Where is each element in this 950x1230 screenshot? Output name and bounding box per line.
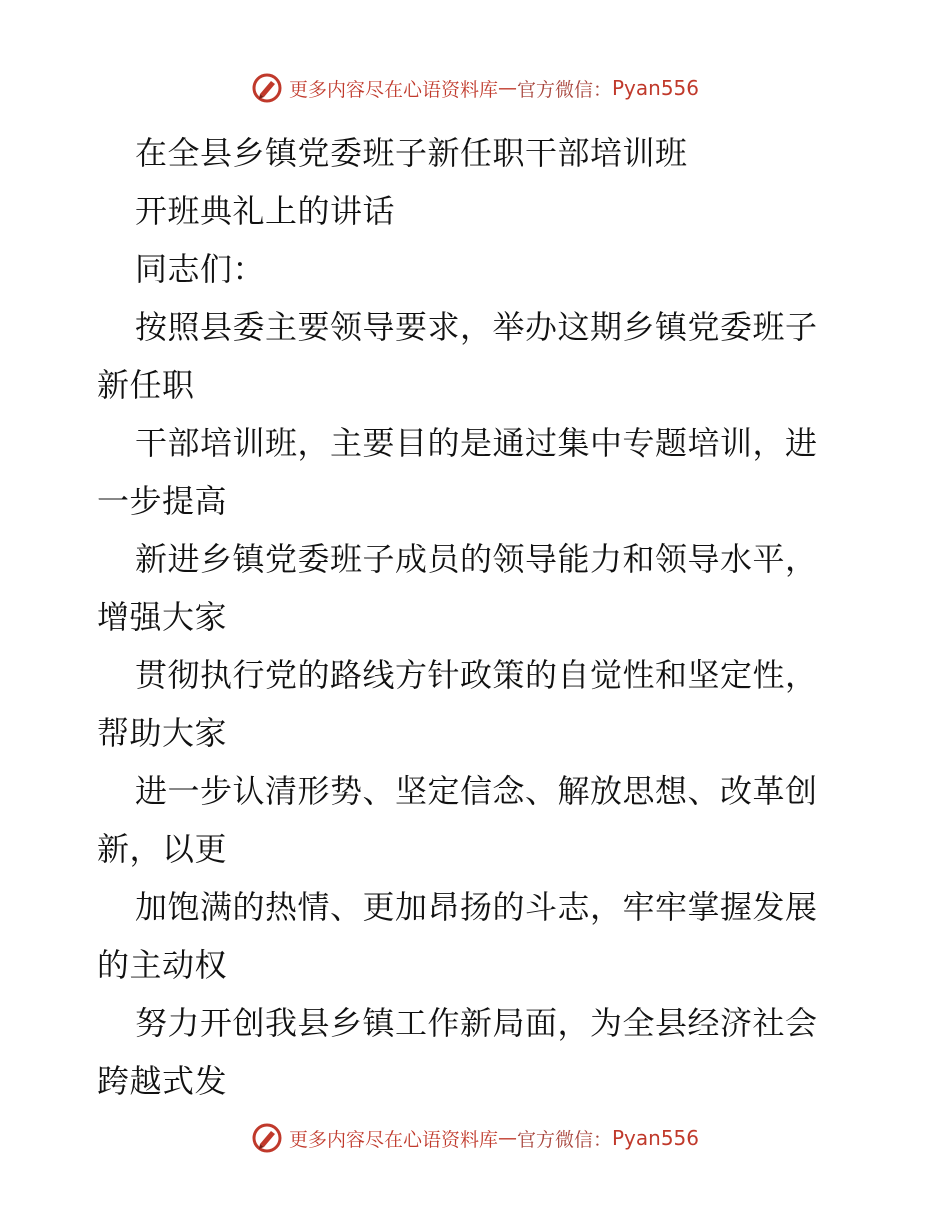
watermark-wechat-id: Pyan556 bbox=[612, 76, 700, 100]
watermark-dash: — bbox=[497, 77, 517, 99]
watermark-official-label: 官方微信： bbox=[516, 78, 612, 101]
doc-line: 干部培训班，主要目的是通过集中专题培训，进 bbox=[135, 424, 818, 462]
doc-line: 加饱满的热情、更加昂扬的斗志，牢牢掌握发展 bbox=[135, 888, 818, 926]
watermark-brand: 更多内容尽在心语资料库 bbox=[288, 78, 498, 101]
doc-line: 进一步认清形势、坚定信念、解放思想、改革创 bbox=[135, 772, 818, 810]
doc-title-line-1: 在全县乡镇党委班子新任职干部培训班 bbox=[135, 134, 688, 172]
doc-salutation: 同志们： bbox=[135, 250, 266, 288]
watermark-dash: — bbox=[497, 1127, 517, 1149]
doc-title-line-2: 开班典礼上的讲话 bbox=[135, 192, 396, 230]
doc-line: 一步提高 bbox=[97, 482, 228, 520]
document-body bbox=[97, 124, 857, 1110]
doc-line: 新，以更 bbox=[97, 830, 228, 868]
doc-line: 新进乡镇党委班子成员的领导能力和领导水平， bbox=[135, 540, 818, 578]
watermark-banner-bottom bbox=[0, 1122, 950, 1154]
doc-line: 贯彻执行党的路线方针政策的自觉性和坚定性， bbox=[135, 656, 818, 694]
watermark-banner-top bbox=[0, 72, 950, 104]
pen-circle-logo-icon bbox=[251, 1122, 283, 1154]
doc-line: 帮助大家 bbox=[97, 714, 228, 752]
doc-line: 跨越式发 bbox=[97, 1062, 228, 1100]
doc-line: 努力开创我县乡镇工作新局面，为全县经济社会 bbox=[135, 1004, 818, 1042]
watermark-brand: 更多内容尽在心语资料库 bbox=[288, 1128, 498, 1151]
watermark-official-label: 官方微信： bbox=[516, 1128, 612, 1151]
watermark-wechat-id: Pyan556 bbox=[612, 1126, 700, 1150]
doc-line: 增强大家 bbox=[97, 598, 228, 636]
doc-line: 的主动权 bbox=[97, 946, 228, 984]
doc-line: 新任职 bbox=[97, 366, 195, 404]
pen-circle-logo-icon bbox=[251, 72, 283, 104]
doc-line: 按照县委主要领导要求，举办这期乡镇党委班子 bbox=[135, 308, 818, 346]
